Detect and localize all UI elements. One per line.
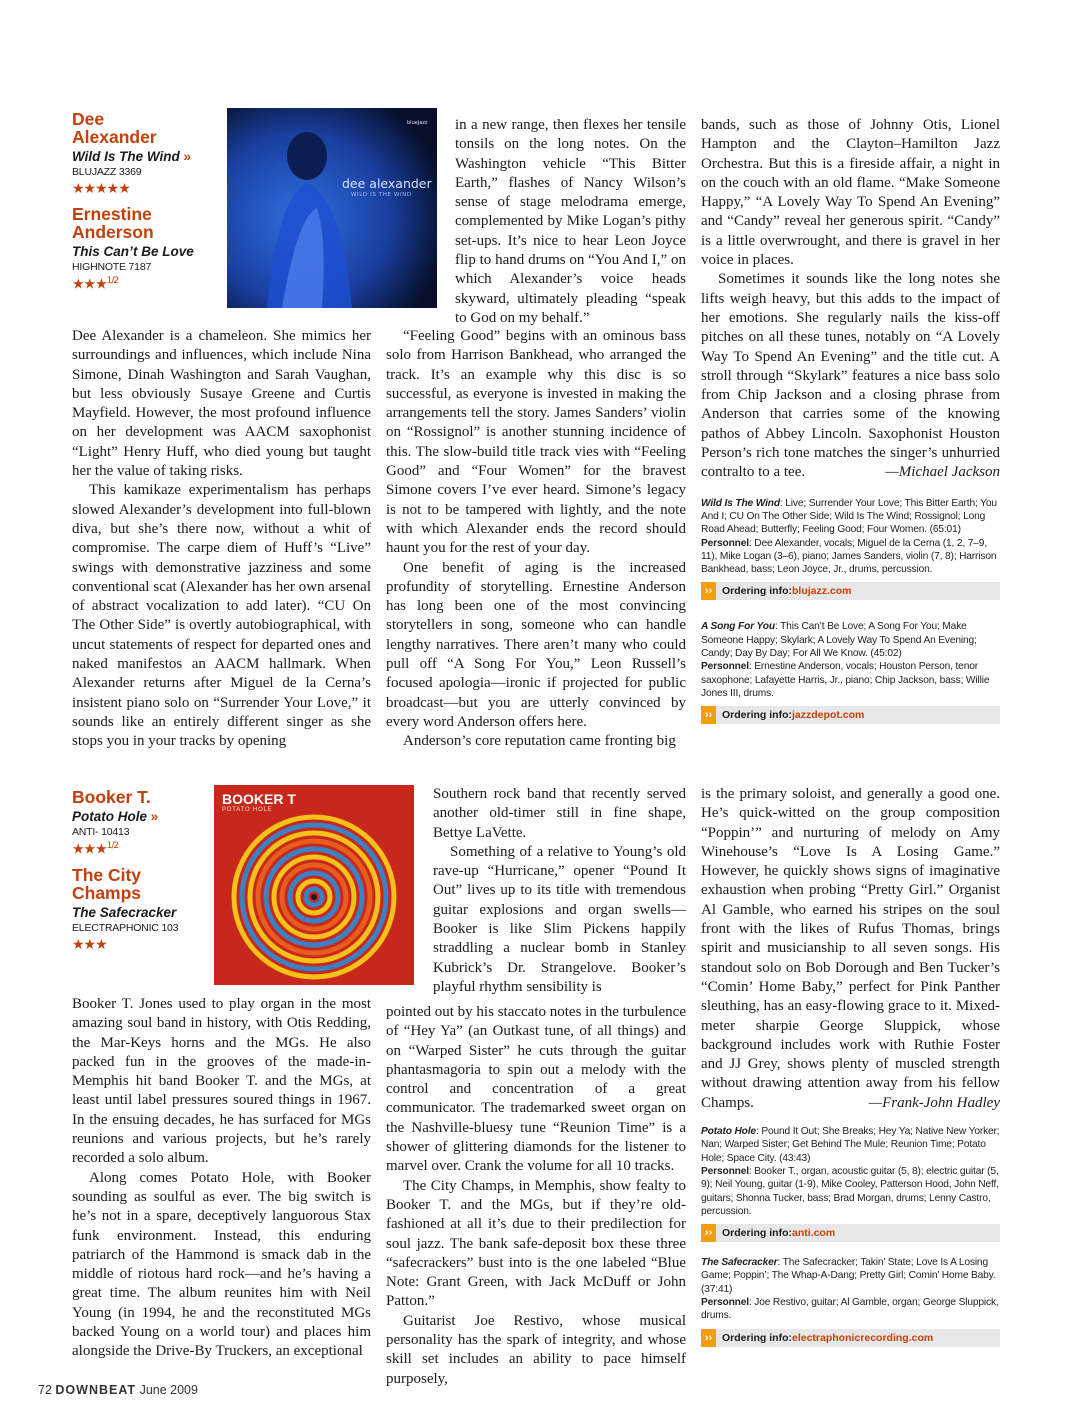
paragraph: Booker T. Jones used to play organ in the most amazing soul band in history, with Otis Redding, the Mar-Keys horns and the MGs. He also packed fun in the grooves of the made-in-Memphis hit band Booker T. and the MGs, at least until label pressures soured things in 1967. In the ensuing decades, he has surfaced for MGs reunions and various projects, but he’s rarely recorded a solo album. <box>72 996 371 1167</box>
paragraph: Dee Alexander is a chameleon. She mimics her surroundings and influences, which include Nina Simone, Dinah Washington and Sarah Vaughan, but less obviously Susaye Greene and Curtis Mayfield. However, the most profound influence on her development was AACM saxophonist “Light” Henry Huff, who died young but taught her the value of taking risks. <box>72 328 371 480</box>
paragraph: Something of a relative to Young’s old rave-up “Hurricane,” opener “Pound It Out” lives up to its title with tremendous guitar explosions and organ swells—Booker is like Slim Pickens happily straddling a nuclear bomb in Stanley Kubrick’s Dr. Strangelove. Booker’s playful rhythm sensibility is <box>433 843 686 995</box>
ordering-info[interactable]: ›› Ordering info: electraphonicrecording.com <box>701 1329 1000 1347</box>
album-entry <box>72 205 222 293</box>
album-cover-dee-alexander <box>227 108 437 308</box>
paragraph: is the primary soloist, and generally a good one. He’s quick-witted on the group composition “Poppin’” and nurturing of melody on Amy Winehouse’s “Love Is A Losing Game.” However, he quickly shows signs of imaginative exhaustion when probing “Pretty Girl.” Organist Al Gamble, who earned his stripes on the soul front with the likes of Rufus Thomas, brings spirit and musicianship to all seven songs. His standout solo on Bob Dorough and Ben Tucker’s “Comin’ Home Baby,” perfect for Pink Panther sleuthing, has an easy-flowing grace to it. Mixed-meter sharpie George Sluppick, whose background includes work with Ruthie Foster and JJ Grey, shows plenty of muscled strength without drawing attention away from his fellow Champs. —Frank-John Hadley <box>701 785 1000 1113</box>
paragraph: Anderson’s core reputation came fronting big <box>403 733 676 750</box>
ordering-info[interactable]: ›› Ordering info: jazzdepot.com <box>701 706 1000 724</box>
paragraph: “Feeling Good” begins with an ominous bass solo from Harrison Bankhead, who arranged the track. It’s an example why this disc is so successful, as everyone is invested in making the arrangements tell the story. James Sanders’ violin on “Rossignol” is another stunning incidence of this. The slow-build title track vies with “Feeling Good” and “Four Women” for the bravest Simone covers I’ve ever heard. Simone’s legacy is not to be tampered with lightly, and the note with which Alexander ends the record should haunt you for the rest of your day. <box>386 328 686 557</box>
byline: —Michael Jackson <box>885 464 1000 481</box>
paragraph: bands, such as those of Johnny Otis, Lionel Hampton and the Clayton–Hamilton Jazz Orchestra. But this is a fireside affair, a night in on the couch with an old flame. “Make Someone Happy,” “A Lovely Way To Spend An Evening” and “Candy” reveal her generous spirit. “Candy” is a little overwrought, and there is gravel in her voice in places. <box>701 117 1000 269</box>
chevron-right-icon: ›› <box>701 706 716 724</box>
review2-albums <box>72 788 212 961</box>
arrow-icon: » <box>183 149 192 164</box>
paragraph: Southern rock band that recently served another old-timer still in fine shape, Bettye LaVette. <box>433 786 686 841</box>
album-entry <box>72 110 222 197</box>
album-cover-booker-t <box>214 785 414 985</box>
cover-album-title: WILD IS THE WIND <box>351 192 412 198</box>
magazine-name: DOWNBEAT <box>55 1383 137 1397</box>
review2-column-2-top <box>433 785 686 997</box>
star-rating: ★★★$^{1/2}$ <box>72 276 119 293</box>
album-info-box <box>701 497 1000 601</box>
review2-column-1 <box>72 995 371 1362</box>
album-title[interactable]: Potato Hole » <box>72 809 159 824</box>
star-rating: ★★★ <box>72 936 107 953</box>
album-entry <box>72 866 212 953</box>
album-info-box <box>701 1125 1000 1242</box>
paragraph: The City Champs, in Memphis, show fealty to Booker T. and the MGs, but if they’re old-fashioned at all it’s due to their predilection for soul jazz. The bank safe-deposit box these three “safecrackers” bust into is the one labeled “Blue Note: Grant Green, with Jack McDuff or John Patton.” <box>386 1177 686 1310</box>
record-label: BLUJAZZ 3369 <box>72 166 142 178</box>
ordering-link[interactable]: anti.com <box>792 1227 836 1240</box>
paragraph: One benefit of aging is the increased profundity of storytelling. Ernestine Anderson has long been one of the most convincing storytellers in song, someone who can handle lengthy narratives. There aren’t many who could pull off “A Song For You,” Leon Russell’s focused apologia—ironic if projected for public broadcast—but you are utterly convinced by every word Anderson offers here. <box>386 559 686 730</box>
review1-albums <box>72 110 222 301</box>
personnel: Personnel: Joe Restivo, guitar; Al Gamble, organ; George Sluppick, drums. <box>701 1297 999 1322</box>
ordering-link[interactable]: jazzdepot.com <box>792 709 865 722</box>
review1-column-1 <box>72 327 371 752</box>
album-title[interactable]: Wild Is The Wind » <box>72 149 192 164</box>
ordering-link[interactable]: electraphonicrecording.com <box>792 1331 934 1344</box>
column-text <box>701 116 1000 483</box>
page-footer <box>38 1383 198 1397</box>
cover-album-title: POTATO HOLE <box>222 807 273 813</box>
paragraph: Guitarist Joe Restivo, whose musical personality has the spark of integrity, and whose skill set includes an ability to pace himself purposely, <box>386 1312 686 1387</box>
chevron-right-icon: ›› <box>701 1329 716 1347</box>
paragraph: Along comes Potato Hole, with Booker sounding as soulful as ever. The big switch is he’s not in a spare, deceptively languorous Stax funk environment. Instead, this enduring patriarch of the Hammond is smack dab in the middle of riotous hard rock—and he’s having a great time. The album reunites him with Neil Young (in 1994, he and the reconstituted MGs backed Young on a world tour) and places him alongside the Drive-By Truckers, an exceptional <box>72 1169 371 1360</box>
track-list: The Safecracker: The Safecracker; Takin’ State; Love Is A Losing Game; Poppin’; The Whap-A-Dang; Pretty Girl; Comin’ Home Baby. (37:41) <box>701 1257 996 1295</box>
album-title: This Can’t Be Love <box>72 244 194 259</box>
paragraph: This kamikaze experimentalism has perhaps slowed Alexander’s development into full-blown diva, but she’s there now, without a whit of compromise. The carpe diem of Huff’s “Live” swings with demonstrative jazziness and some conventional scat (Alexander has her own arsenal of abstract vocalization to add later). “CU On The Other Side” is overtly autobiographical, with uncut statements of respect for departed ones and naked manifestos an AACM hallmark. When Alexander returns after Miguel de la Cerna’s insistent piano solo on “Surrender Your Love,” it sounds like an entirely different singer as she stops you in your tracks by opening <box>72 482 371 750</box>
cover-art <box>227 108 437 308</box>
album-info-box <box>701 620 1000 724</box>
review1-column-2-top <box>455 116 686 328</box>
paragraph: Sometimes it sounds like the long notes she lifts weigh heavy, but this adds to the impact of her emotions. She regularly nails the kiss-off pitches on all these tunes, notably on “A Lovely Way To Spend An Evening” and the title cut. A stroll through “Skylark” features a nice bass solo from Chip Jackson and a closing phrase from Anderson that carries some of the knowing pathos of Abbey Lincoln. Saxophonist Houston Person’s rich tone matches the singer’s unhurried contralto to a tee. —Michael Jackson <box>701 270 1000 482</box>
star-rating: ★★★★★ <box>72 181 130 197</box>
review1-column-2 <box>386 327 686 752</box>
chevron-right-icon: ›› <box>701 1224 716 1242</box>
artist-name: Booker T. <box>72 787 151 807</box>
personnel: Personnel: Booker T., organ, acoustic guitar (5, 8); electric guitar (5, 9); Neil Young, guitar (1-9), Mike Cooley, Patterson Hood, John Neff, guitars; Shonna Tucker, bass; Brad Morgan, drums; Lenny Castro, percussion. <box>701 1165 999 1217</box>
personnel: Personnel: Dee Alexander, vocals; Miguel de la Cerna (1, 2, 7–9, 11), Mike Logan (3–6), piano; James Sanders, violin (7, 8); Harrison Bankhead, bass; Leon Joyce, Jr., drums, percussion. <box>701 537 997 576</box>
personnel: Personnel: Ernestine Anderson, vocals; Houston Person, tenor saxophone; Lafayette Harris, Jr., piano; Chip Jackson, bass; Willie Jones III, drums. <box>701 661 990 699</box>
album-info-box <box>701 1256 1000 1346</box>
album-title: The Safecracker <box>72 904 177 920</box>
review1-column-3 <box>701 116 1000 724</box>
page-number: 72 <box>38 1383 52 1397</box>
cover-art <box>214 785 414 985</box>
cover-artist-name: BOOKER T <box>222 791 296 807</box>
record-label: ELECTRAPHONIC 103 <box>72 921 179 934</box>
ordering-link[interactable]: blujazz.com <box>792 585 852 598</box>
paragraph: pointed out by his staccato notes in the turbulence of “Hey Ya” (an Outkast tune, of all things) and on “Warped Sister” he cuts through the guitar phantasmagoria to spin out a melody with the control and concentration of a great communicator. The trademarked sweet organ on the Nashville-bluesy tune “Reunion Time” is a shower of glittering diamonds for the listener to marvel over. Crank the volume for all 10 tracks. <box>386 1004 686 1175</box>
cover-logo: bluejazz <box>407 120 428 126</box>
review2-column-3 <box>701 785 1000 1347</box>
arrow-icon: » <box>150 809 159 824</box>
chevron-right-icon: ›› <box>701 582 716 600</box>
ordering-info[interactable]: ›› Ordering info: anti.com <box>701 1224 1000 1242</box>
artist-name: Dee Alexander <box>72 109 157 147</box>
column-text <box>701 785 1000 1113</box>
review2-column-2 <box>386 1003 686 1389</box>
ordering-info[interactable]: ›› Ordering info: blujazz.com <box>701 582 1000 600</box>
track-list: Potato Hole: Pound It Out; She Breaks; Hey Ya; Native New Yorker; Nan; Warped Sister; Get Behind The Mule; Reunion Time; Potato Hole; Space City. (43:43) <box>701 1126 1000 1164</box>
star-rating: ★★★$^{1/2}$ <box>72 841 119 858</box>
artist-name: Ernestine Anderson <box>72 204 154 242</box>
track-list: Wild Is The Wind: Live; Surrender Your Love; This Bitter Earth; You And I; CU On The Other Side; Wild Is The Wind; Rossignol; Long Road Ahead; Butterfly; Feeling Good; Four Women. (65:01) <box>701 497 997 536</box>
byline: —Frank-John Hadley <box>868 1094 1000 1111</box>
track-list: A Song For You: This Can’t Be Love; A Song For You; Make Someone Happy; Skylark; A Lovely Way To Spend An Evening; Candy; Day By Day; For All We Know. (45:02) <box>701 621 977 660</box>
artist-name: The City Champs <box>72 864 142 903</box>
album-entry <box>72 788 212 858</box>
paragraph: in a new range, then flexes her tensile tonsils on the long notes. On the Washington vehicle “This Bitter Earth,” flashes of Nancy Wilson’s sense of stage melodrama emerge, complemented by Mike Logan’s pithy set-ups. It’s nice to hear Leon Joyce flip to hand drums on “You And I,” on which Alexander’s voice heads skyward, ultimately pleading “speak to God on my behalf.” <box>455 117 686 326</box>
issue-date: June 2009 <box>139 1383 198 1397</box>
cover-artist-name: dee alexander <box>342 176 432 191</box>
record-label: HIGHNOTE 7187 <box>72 261 152 273</box>
record-label: ANTI- 10413 <box>72 826 130 838</box>
